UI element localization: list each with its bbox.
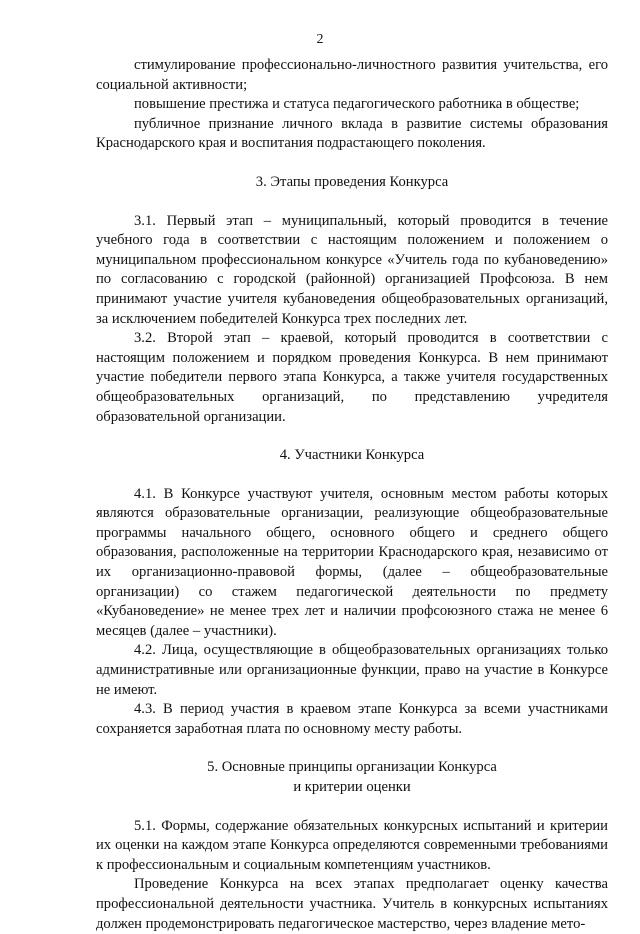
intro-item-3: публичное признание личного вклада в развитие системы образования Краснодарского края и воспитания подрастающего поколения. (96, 115, 608, 152)
section-5-heading-line-1: 5. Основные принципы организации Конкурса (207, 759, 497, 776)
section-5-heading-line-2: и критерии оценки (293, 779, 411, 795)
section-4-paragraph-1: 4.1. В Конкурсе участвуют учителя, основным местом работы которых являются образовательные организации, реализующие общеобразовательные программы начального общего, основного общего и среднего общего образования, расположенные на территории Краснодарского края, независимо от их организационно-правовой формы, (далее – общеобразовательные организации) со стажем педагогической деятельности по предмету «Кубановедение» не менее трех лет и наличии профсоюзного стажа не менее 6 месяцев (далее – участники). (96, 485, 608, 639)
section-3-paragraph-1: 3.1. Первый этап – муниципальный, который проводится в течение учебного года в соответствии с настоящим положением и положением о муниципальном профессиональном конкурсе «Учитель года по кубановедению» по согласованию с городской (районной) организацией Профсоюза. В нем принимают участие учителя кубановедения общеобразовательных организаций, за исключением победителей Конкурса трех последних лет. (96, 212, 608, 327)
section-4-paragraph-3: 4.3. В период участия в краевом этапе Конкурса за всеми участниками сохраняется заработная плата по основному месту работы. (96, 701, 608, 737)
section-4-heading: 4. Участники Конкурса (279, 447, 425, 464)
section-3-paragraph-2: 3.2. Второй этап – краевой, который проводится в соответствии с настоящим положением и порядком проведения Конкурса. В нем принимают участие победители первого этапа Конкурса, а также учителя государственных общеобразовательных организаций, по представлению учредителя образовательной организации. (96, 330, 608, 425)
intro-item-1: стимулирование профессионально-личностного развития учительства, его социальной активности; (96, 57, 608, 93)
section-3-heading: 3. Этапы проведения Конкурса (255, 173, 449, 190)
page-number: 2 (316, 32, 324, 47)
section-4-paragraph-2: 4.2. Лица, осуществляющие в общеобразовательных организациях только административные или организационные функции, право на участие в Конкурсе не имеют. (96, 642, 608, 698)
intro-item-2: повышение престижа и статуса педагогического работника в обществе; (134, 96, 580, 113)
section-5-paragraph-2: Проведение Конкурса на всех этапах предполагает оценку качества профессиональной деятельности участника. Учитель в конкурсных испытаниях должен продемонстрировать педагогическое мастерство, через владение мето- (96, 876, 608, 932)
document-body (96, 56, 608, 934)
section-5-paragraph-1: 5.1. Формы, содержание обязательных конкурсных испытаний и критерии их оценки на каждом этапе Конкурса определяются современными требованиями к профессиональным и социальным компетенциям участников. (96, 817, 608, 873)
